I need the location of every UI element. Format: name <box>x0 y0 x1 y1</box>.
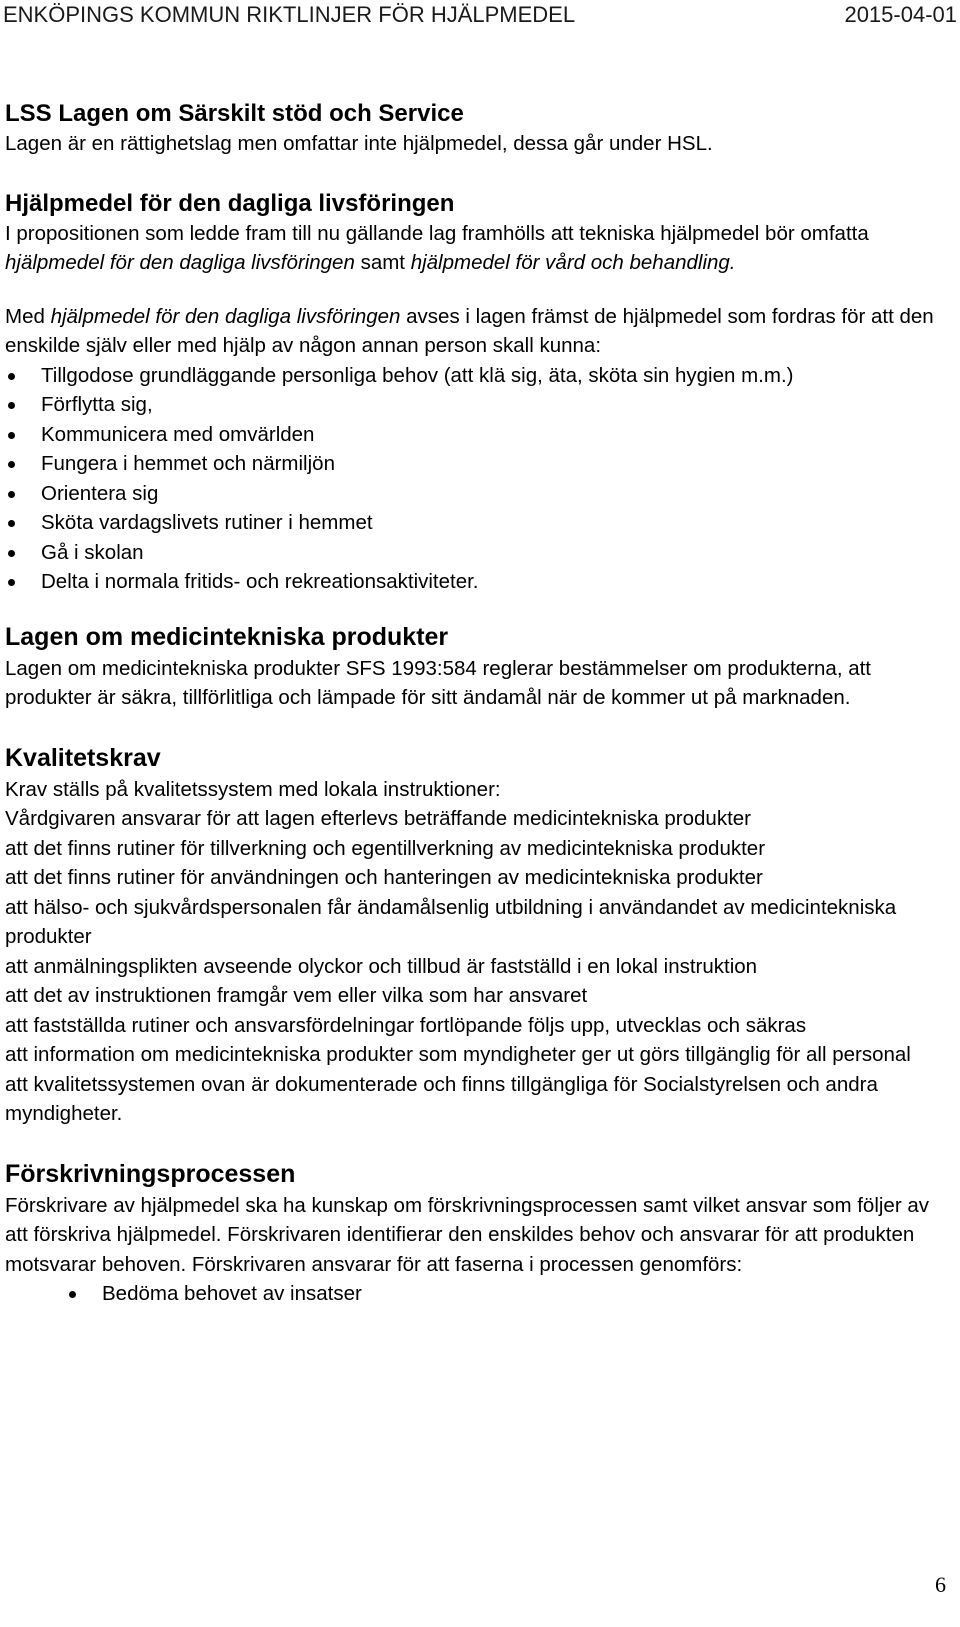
quality-line: att kvalitetssystemen ovan är dokumenterade och finns tillgängliga för Socialstyrelsen och andra myndigheter. <box>5 1072 878 1125</box>
spacer <box>5 1129 945 1158</box>
lss-text: Lagen är en rättighetslag men omfattar inte hjälpmedel, dessa går under HSL. <box>5 132 713 155</box>
quality-line: att det finns rutiner för tillverkning och egentillverkning av medicintekniska produkter <box>5 836 766 860</box>
quality-line: att hälso- och sjukvårdspersonalen får ändamålsenlig utbildning i användandet av medicintekniska produkter <box>5 895 897 948</box>
quality-line: Krav ställs på kvalitetssystem med lokala instruktioner: <box>5 777 501 801</box>
spacer <box>5 278 945 302</box>
heading-quality: Kvalitetskrav <box>5 743 161 772</box>
daily-p2-text-a: Med <box>5 304 51 328</box>
page-number: 6 <box>935 1572 946 1597</box>
list-item: Fungera i hemmet och närmiljön <box>5 449 945 479</box>
list-item: Kommunicera med omvärlden <box>5 420 945 450</box>
list-item: Tillgodose grundläggande personliga behov (att klä sig, äta, sköta sin hygien m.m.) <box>5 361 945 391</box>
list-item: Gå i skolan <box>5 538 945 568</box>
daily-p1-emphasis-2: hjälpmedel för vård och behandling. <box>410 251 736 274</box>
header-date: 2015-04-01 <box>844 2 957 27</box>
quality-line: att det finns rutiner för användningen och hanteringen av medicintekniska produkter <box>5 866 763 889</box>
list-item: Förflytta sig, <box>5 390 945 420</box>
header-title: ENKÖPINGS KOMMUN RIKTLINJER FÖR HJÄLPMEDEL <box>3 2 576 27</box>
daily-p2-text-b: avses i lagen främst de hjälpmedel som fordras för att den enskilde själv eller med hjälp av någon annan person skall kunna: <box>5 304 934 357</box>
quality-line: att det av instruktionen framgår vem eller vilka som har ansvaret <box>5 984 588 1007</box>
spacer <box>5 713 945 742</box>
daily-paragraph-2 <box>5 302 945 361</box>
daily-paragraph-1 <box>5 219 945 278</box>
prescription-process-text: Förskrivare av hjälpmedel ska ha kunskap om förskrivningsprocessen samt vilket ansvar som följer av att förskriva hjälpmedel. Förskrivaren identifierar den enskildes behov och ansvarar för att produkten motsvarar behoven. Förskrivaren ansvarar för att faserna i processen genomförs: <box>5 1193 930 1276</box>
heading-lss: LSS Lagen om Särskilt stöd och Service <box>5 100 464 127</box>
section-lss <box>5 98 945 159</box>
list-item: Orientera sig <box>5 479 945 509</box>
quality-line: Vårdgivaren ansvarar för att lagen efterlevs beträffande medicintekniska produkter <box>5 807 752 830</box>
section-daily-living <box>5 188 945 597</box>
section-quality <box>5 742 945 1129</box>
section-prescription-process <box>5 1158 945 1309</box>
daily-needs-list <box>5 361 945 597</box>
heading-medical-devices: Lagen om medicintekniska produkter <box>5 622 449 651</box>
spacer <box>5 159 945 188</box>
section-medical-devices <box>5 621 945 713</box>
daily-p1-text-b: samt <box>354 251 411 274</box>
spacer <box>5 597 945 621</box>
daily-p1-text-a: I propositionen som ledde fram till nu gällande lag framhölls att tekniska hjälpmedel bör omfatta <box>5 221 869 245</box>
list-item: Delta i normala fritids- och rekreationsaktiviteter. <box>5 567 945 597</box>
process-phases-list <box>5 1279 945 1309</box>
page-header <box>0 0 960 30</box>
list-item: Sköta vardagslivets rutiner i hemmet <box>5 508 945 538</box>
daily-p2-emphasis: hjälpmedel för den dagliga livsföringen <box>50 304 401 328</box>
quality-line: att information om medicintekniska produkter som myndigheter ger ut görs tillgänglig för all personal <box>5 1043 911 1066</box>
heading-prescription-process: Förskrivningsprocessen <box>5 1159 296 1188</box>
medical-devices-text: Lagen om medicintekniska produkter SFS 1993:584 reglerar bestämmelser om produkterna, att produkter är säkra, tillförlitliga och lämpade för sitt ändamål när de kommer ut på marknaden. <box>5 656 872 709</box>
daily-p1-emphasis-1: hjälpmedel för den dagliga livsföringen <box>5 251 355 274</box>
quality-line: att anmälningsplikten avseende olyckor och tillbud är fastställd i en lokal instruktion <box>5 954 758 978</box>
quality-line: att fastställda rutiner och ansvarsfördelningar fortlöpande följs upp, utvecklas och säkras <box>5 1013 807 1037</box>
document-body <box>5 98 945 1309</box>
heading-daily-living: Hjälpmedel för den dagliga livsföringen <box>5 189 455 217</box>
list-item: Bedöma behovet av insatser <box>5 1279 945 1309</box>
